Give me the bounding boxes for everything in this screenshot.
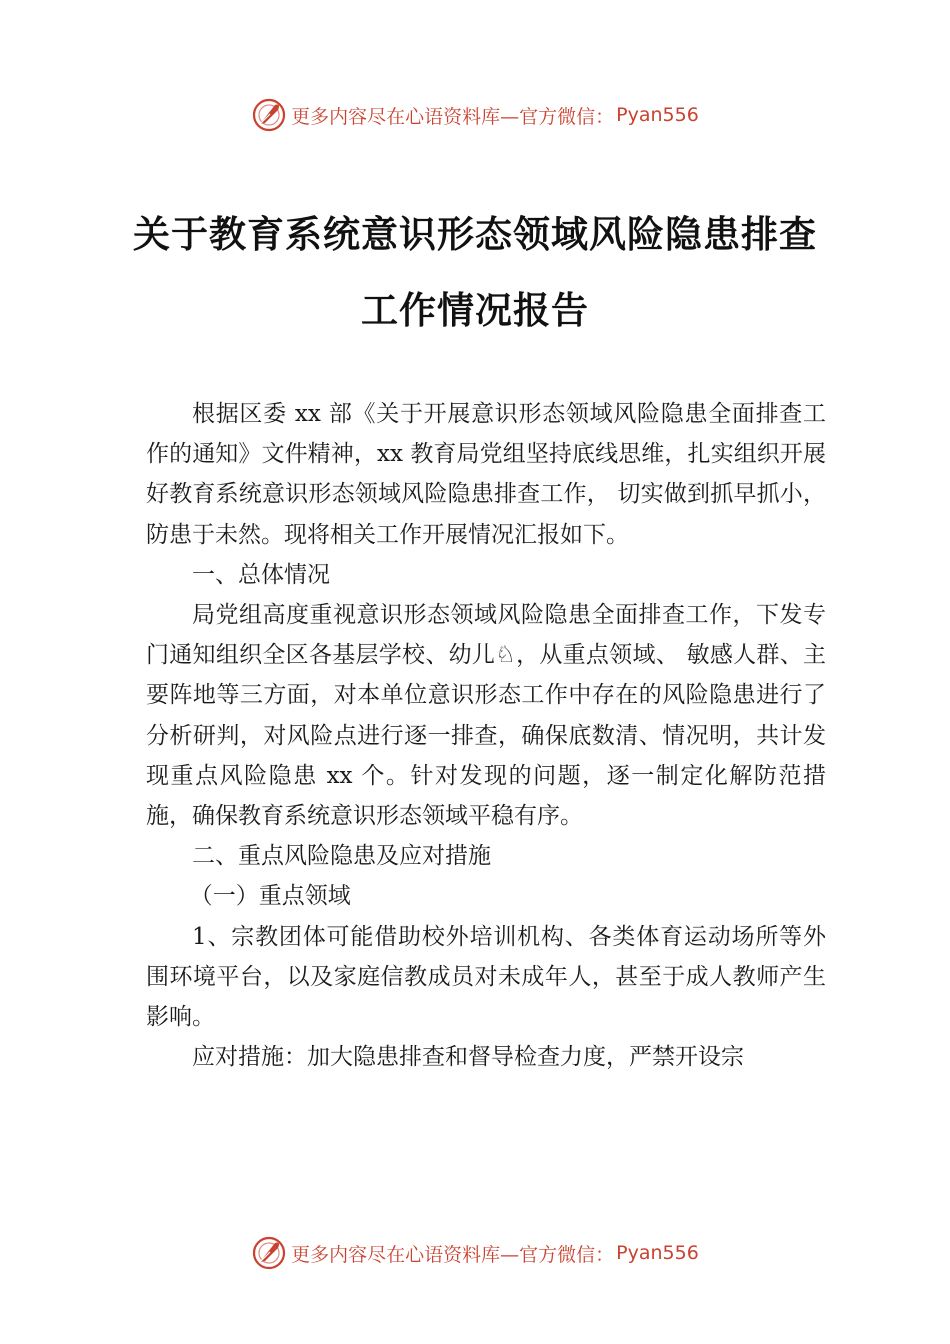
document-body	[146, 394, 826, 1077]
watermark-footer	[0, 1233, 950, 1273]
quill-pen-logo-icon	[251, 1235, 287, 1271]
watermark-wechat-handle: Pyan556	[616, 104, 699, 126]
watermark-header	[0, 95, 950, 135]
risk-item-1-paragraph: 1、宗教团体可能借助校外培训机构、各类体育运动场所等外围环境平台，以及家庭信教成员对未成年人，甚至于成人教师产生影响。	[146, 923, 826, 1031]
overview-paragraph: 局党组高度重视意识形态领域风险隐患全面排查工作，下发专门通知组织全区各基层学校、幼儿♘，从重点领域、 敏感人群、主要阵地等三方面，对本单位意识形态工作中存在的风险隐患进行了分析研判，对风险点进行逐一排查，确保底数清、情况明，共计发现重点风险隐患 xx 个。针对发现的问题，逐一制定化解防范措施，确保教育系统意识形态领域平稳有序。	[146, 602, 826, 830]
subsection-heading-key-areas: （一）重点领域	[189, 883, 351, 910]
section-heading-overview: 一、总体情况	[192, 561, 330, 588]
watermark-text: 更多内容尽在心语资料库—官方微信：	[291, 1243, 615, 1266]
document-title-line-2: 工作情况报告	[361, 288, 589, 332]
watermark-wechat-handle: Pyan556	[616, 1242, 699, 1264]
section-heading-risks: 二、重点风险隐患及应对措施	[192, 843, 491, 870]
watermark-text: 更多内容尽在心语资料库—官方微信：	[291, 105, 615, 128]
quill-pen-logo-icon	[251, 97, 287, 133]
countermeasure-paragraph: 应对措施：加大隐患排查和督导检查力度，严禁开设宗	[192, 1044, 744, 1071]
intro-paragraph: 根据区委 xx 部《关于开展意识形态领域风险隐患全面排查工作的通知》文件精神，xx 教育局党组坚持底线思维，扎实组织开展好教育系统意识形态领域风险隐患排查工作， 切实做到抓早抓小，防患于未然。现将相关工作开展情况汇报如下。	[146, 401, 826, 548]
document-title-line-1: 关于教育系统意识形态领域风险隐患排查	[133, 212, 817, 256]
